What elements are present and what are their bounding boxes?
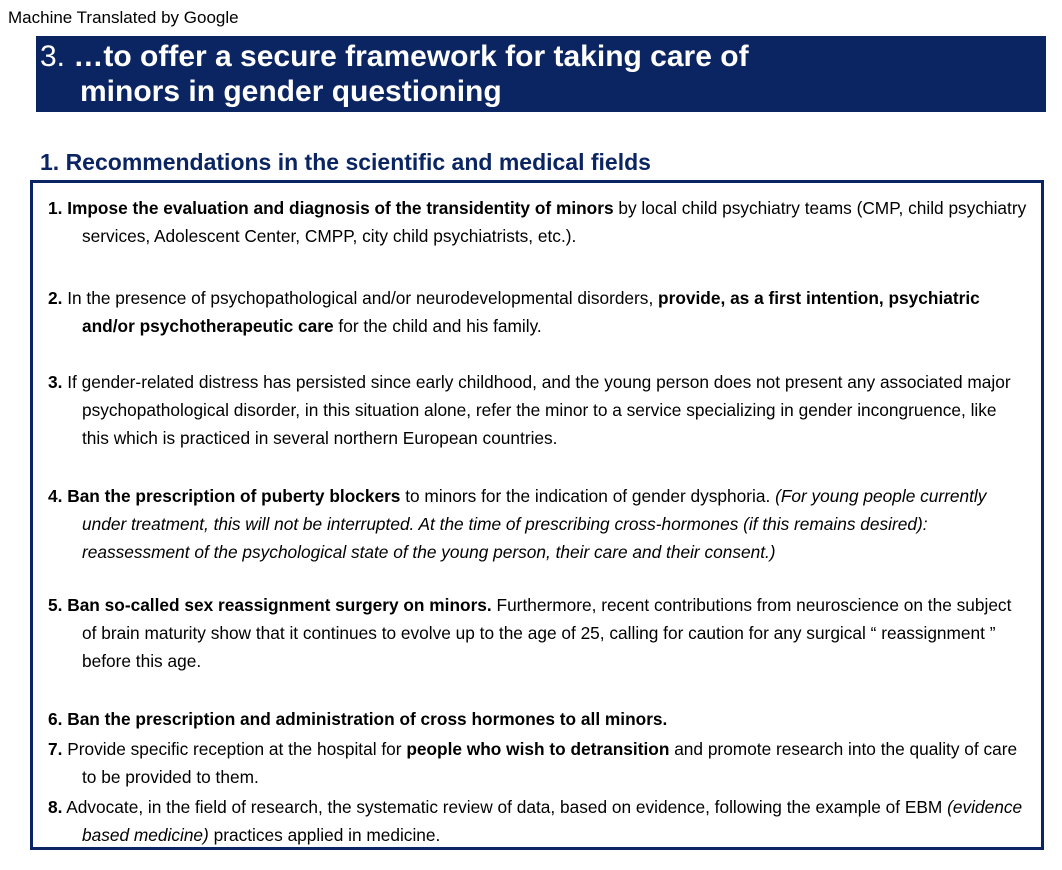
banner-title-1: …to offer a secure framework for taking care of [65,40,749,73]
section-banner [36,36,1046,112]
text: to minors for the indication of gender dysphoria. [400,486,776,506]
banner-number: 3. [40,40,66,73]
bold-text: 8. [48,797,63,817]
bold-text: 5. Ban so-called sex reassignment surgery on minors. [48,595,492,615]
bold-text: people who wish to detransition [406,739,670,759]
recommendation-item [48,194,1028,250]
italic-text: (For young people currently under treatment, this will not be interrupted. At the time of prescribing cross-hormones (if this remains desired): reassessment of the psychological state of the young person, their care and their consent.) [82,486,987,562]
text: and promote research into the quality of care to be provided to them. [82,739,1018,787]
text: practices applied in medicine. [208,825,441,845]
recommendation-item [48,591,1028,675]
banner-line-1 [40,39,1046,74]
bold-text: 1. Impose the evaluation and diagnosis of the transidentity of minors [48,198,614,218]
recommendation-item [48,482,1028,566]
recommendation-item [48,368,1028,452]
text: In the presence of psychopathological and/or neurodevelopmental disorders, [62,288,659,308]
text: Advocate, in the field of research, the systematic review of data, based on evidence, following the example of EBM [62,797,948,817]
text: If gender-related distress has persisted since early childhood, and the young person does not present any associated major psychopathological disorder, in this situation alone, refer the minor to a service specializing in gender incongruence, like this which is practiced in several northern European countries. [62,372,1011,448]
bold-text: 7. [48,739,63,759]
text: Provide specific reception at the hospital for [62,739,407,759]
machine-translated-label: Machine Translated by Google [8,8,239,27]
bold-text: provide, as a first intention, psychiatric and/or psychotherapeutic care [82,288,980,336]
recommendation-item [48,284,1028,340]
recommendation-item [48,735,1028,791]
text: by local child psychiatry teams (CMP, child psychiatry services, Adolescent Center, CMPP, city child psychiatrists, etc.). [82,198,1027,246]
bold-text: 4. Ban the prescription of puberty blockers [48,486,401,506]
recommendation-item [48,793,1028,849]
italic-text: (evidence based medicine) [82,797,1023,845]
bold-text: 6. Ban the prescription and administration of cross hormones to all minors. [48,709,668,729]
subheading: 1. Recommendations in the scientific and medical fields [40,149,651,175]
text: Furthermore, recent contributions from neuroscience on the subject of brain maturity show that it continues to evolve up to the age of 25, calling for caution for any surgical “ reassignment ” before this age. [82,595,1012,671]
bold-text: 3. [48,372,63,392]
recommendations-box [30,180,1044,850]
recommendation-item [48,705,1028,733]
bold-text: 2. [48,288,63,308]
banner-title-2: minors in gender questioning [80,75,502,108]
text: for the child and his family. [333,316,542,336]
